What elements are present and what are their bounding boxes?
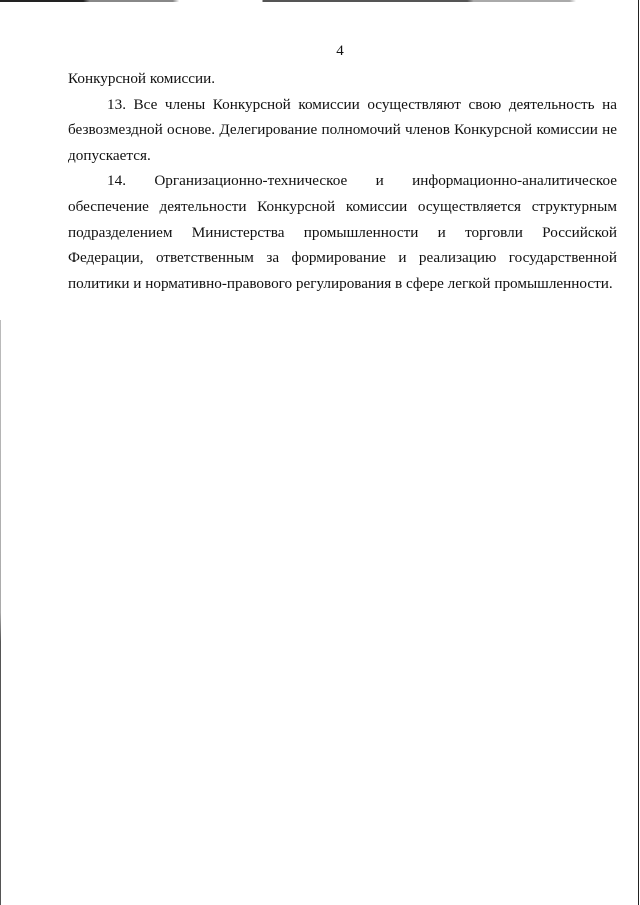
paragraph-14 — [68, 168, 617, 296]
scan-edge-right — [638, 0, 639, 905]
page-number: 4 — [336, 43, 344, 59]
scan-edge-left — [0, 320, 1, 905]
paragraph-14-body: обеспечение деятельности Конкурсной комиссии осуществляется структурным подразделением Министерства промышленности и торговли Российской Федерации, ответственным за формирование и реализацию государственной политики и нормативно-правового регулирования в сфере легкой промышленности. — [68, 197, 617, 292]
document-body — [68, 66, 617, 296]
paragraph-14-first-line — [68, 168, 617, 194]
scan-edge-top — [0, 0, 640, 2]
paragraph-14-word-1: Организационно-техническое — [154, 172, 348, 190]
paragraph-14-word-3: информационно-аналитическое — [412, 172, 617, 190]
paragraph-14-word-2: и — [375, 172, 384, 190]
continuation-text: Конкурсной комиссии. — [68, 70, 216, 87]
paragraph-14-number: 14. — [107, 172, 126, 190]
paragraph-13: 13. Все члены Конкурсной комиссии осуществляют свою деятельность на безвозмездной основе. Делегирование полномочий членов Конкурсной комиссии не допускается. — [68, 95, 617, 164]
